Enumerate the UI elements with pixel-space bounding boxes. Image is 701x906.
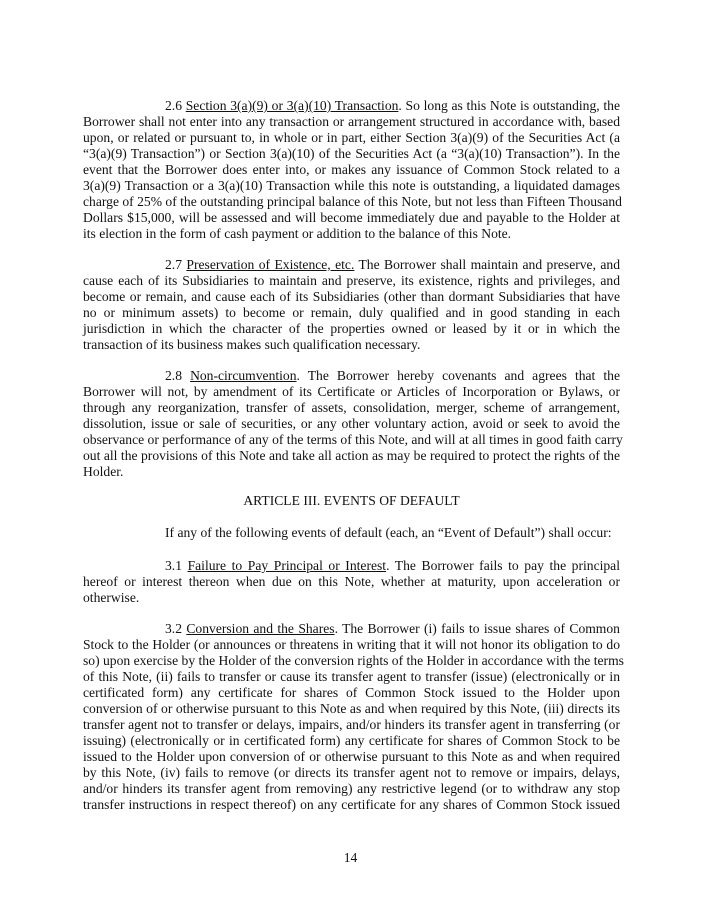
section-number: 3.1 [165, 558, 182, 573]
section-3-1 [83, 558, 620, 606]
paragraph-line: through any reorganization, transfer of assets, consolidation, merger, scheme of arrangement, [83, 400, 620, 415]
paragraph-line: 3(a)(9) Transaction or a 3(a)(10) Transaction while this note is outstanding, a liquidated damages [83, 178, 620, 193]
section-number: 3.2 [165, 621, 182, 636]
paragraph-line: out all the provisions of this Note and take all action as may be required to protect the rights of the [83, 448, 620, 463]
section-3-1-line-1 [83, 558, 620, 574]
section-3-2-line-1 [83, 621, 620, 637]
section-3-2 [83, 621, 624, 813]
paragraph-line: Dollars $15,000, will be assessed and will become immediately due and payable to the Holder at [83, 210, 620, 225]
section-2-8-line-1 [83, 368, 620, 384]
paragraph-text: . The Borrower (i) fails to issue shares of Common [334, 621, 620, 636]
section-2-6 [83, 98, 620, 242]
paragraph-line: certificated form) any certificate for shares of Common Stock issued to the Holder upon [83, 685, 620, 700]
section-number: 2.6 [165, 98, 182, 113]
paragraph-line: “3(a)(9) Transaction”) or Section 3(a)(10) of the Securities Act (a “3(a)(10) Transaction”). In the [83, 146, 620, 161]
paragraph-text: The Borrower shall maintain and preserve, and [354, 257, 621, 272]
paragraph-line: event that the Borrower does enter into, or makes any issuance of Common Stock related to a [83, 162, 620, 177]
paragraph-line: of this Note, (ii) fails to transfer or cause its transfer agent to transfer (issue) (electronically or in [83, 669, 620, 684]
paragraph-line: transfer instructions in respect thereof) on any certificate for any shares of Common Stock issued [83, 797, 620, 812]
paragraph-line: and/or hinders its transfer agent from removing) any restrictive legend (or to withdraw any stop [83, 781, 620, 796]
paragraph-line: Stock to the Holder (or announces or threatens in writing that it will not honor its obligation to do [83, 637, 620, 652]
paragraph-line: otherwise. [83, 590, 140, 605]
paragraph-line: Borrower shall not enter into any transaction or arrangement structured in accordance with, based [83, 114, 620, 129]
paragraph-line: dissolution, issue or sale of securities, or any other voluntary action, avoid or seek to avoid the [83, 416, 620, 431]
section-heading: Section 3(a)(9) or 3(a)(10) Transaction [185, 98, 399, 113]
paragraph-line: transaction of its business makes such qualification necessary. [83, 337, 421, 352]
paragraph-text: . So long as this Note is outstanding, the [398, 98, 620, 113]
paragraph-line: transfer agent not to transfer or delays, impairs, and/or hinders its transfer agent in transferring (or [83, 717, 620, 732]
section-2-7 [83, 257, 620, 353]
paragraph-line: Holder. [83, 464, 124, 479]
page-number: 14 [343, 850, 358, 865]
paragraph-text: . The Borrower fails to pay the principal [386, 558, 620, 573]
section-heading: Non-circumvention [190, 368, 297, 383]
paragraph-line: charge of 25% of the outstanding principal balance of this Note, but not less than Fifteen Thousand [83, 194, 622, 209]
section-2-7-line-1 [83, 257, 620, 273]
section-number: 2.7 [165, 257, 182, 272]
section-2-8 [83, 368, 623, 480]
paragraph-line: its election in the form of cash payment or addition to the balance of this Note. [83, 226, 512, 241]
paragraph-line: no or minimum assets) to become or remain, duly qualified and in good standing in each [83, 305, 620, 320]
paragraph-line: become or remain, and cause each of its Subsidiaries (other than dormant Subsidiaries that have [83, 289, 620, 304]
paragraph-line: issuing) (electronically or in certificated form) any certificate for shares of Common Stock to be [83, 733, 620, 748]
section-heading: Preservation of Existence, etc. [186, 257, 355, 272]
paragraph-line: so) upon exercise by the Holder of the conversion rights of the Holder in accordance with the terms [83, 653, 624, 668]
paragraph-line: upon, or related or pursuant to, in whole or in part, either Section 3(a)(9) of the Securities Act (a [83, 130, 620, 145]
section-heading: Conversion and the Shares [186, 621, 335, 636]
paragraph-line: cause each of its Subsidiaries to maintain and preserve, its existence, rights and privileges, and [83, 273, 620, 288]
paragraph-line: Borrower will not, by amendment of its Certificate or Articles of Incorporation or Bylaws, or [83, 384, 620, 399]
section-2-6-line-1 [83, 98, 620, 114]
events-of-default-intro: If any of the following events of default (each, an “Event of Default”) shall occur: [165, 525, 612, 540]
paragraph-line: conversion of or otherwise pursuant to this Note as and when required by this Note, (iii) directs its [83, 701, 620, 716]
paragraph-text: . The Borrower hereby covenants and agrees that the [296, 368, 620, 383]
paragraph-line: observance or performance of any of the terms of this Note, and will at all times in good faith carry [83, 432, 623, 447]
section-heading: Failure to Pay Principal or Interest [187, 558, 387, 573]
paragraph-line: issued to the Holder upon conversion of or otherwise pursuant to this Note as and when required [83, 749, 620, 764]
paragraph-line: by this Note, (iv) fails to remove (or directs its transfer agent not to remove or impairs, delays, [83, 765, 620, 780]
article-heading: ARTICLE III. EVENTS OF DEFAULT [243, 493, 460, 508]
paragraph-line: jurisdiction in which the character of the properties owned or leased by it or in which the [83, 321, 620, 336]
section-number: 2.8 [165, 368, 182, 383]
paragraph-line: hereof or interest thereon when due on this Note, whether at maturity, upon acceleration or [83, 574, 620, 589]
